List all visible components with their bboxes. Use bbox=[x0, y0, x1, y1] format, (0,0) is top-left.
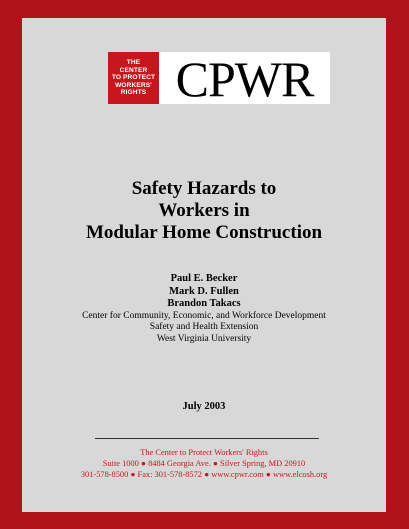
title-line: Safety Hazards to bbox=[131, 178, 277, 199]
publication-date: July 2003 bbox=[182, 401, 226, 412]
footer-line: Suite 1000 ● 8484 Georgia Ave. ● Silver Spring, MD 20910 bbox=[102, 459, 306, 468]
affiliation-line: West Virginia University bbox=[156, 333, 252, 344]
affiliation-line: Center for Community, Economic, and Workforce Development bbox=[82, 310, 326, 321]
cpwr-logo bbox=[108, 51, 330, 107]
footer-line: 301-578-8500 ● Fax: 301-578-8572 ● www.cpwr.com ● www.elcosh.org bbox=[80, 470, 328, 479]
logo-red-box bbox=[108, 52, 159, 104]
logo-box-line: TO PROTECT bbox=[111, 74, 156, 82]
logo-wordmark: CPWR bbox=[159, 52, 330, 104]
publisher-footer bbox=[22, 447, 386, 480]
logo-box-line: WORKERS' bbox=[115, 81, 152, 89]
logo-box-line: THE bbox=[126, 59, 141, 67]
logo-box-line: CENTER bbox=[119, 66, 148, 74]
footer-divider bbox=[95, 438, 319, 439]
report-title bbox=[22, 178, 386, 244]
author-name: Paul E. Becker bbox=[170, 273, 238, 284]
cover-panel bbox=[22, 18, 386, 512]
affiliation-line: Safety and Health Extension bbox=[149, 322, 259, 332]
author-name: Brandon Takacs bbox=[167, 298, 241, 309]
logo-box-line: RIGHTS bbox=[120, 89, 147, 97]
title-line: Workers in bbox=[158, 200, 250, 221]
author-name: Mark D. Fullen bbox=[169, 285, 239, 297]
footer-line: The Center to Protect Workers' Rights bbox=[140, 448, 268, 457]
title-line: Modular Home Construction bbox=[85, 222, 323, 243]
author-block bbox=[22, 273, 386, 345]
